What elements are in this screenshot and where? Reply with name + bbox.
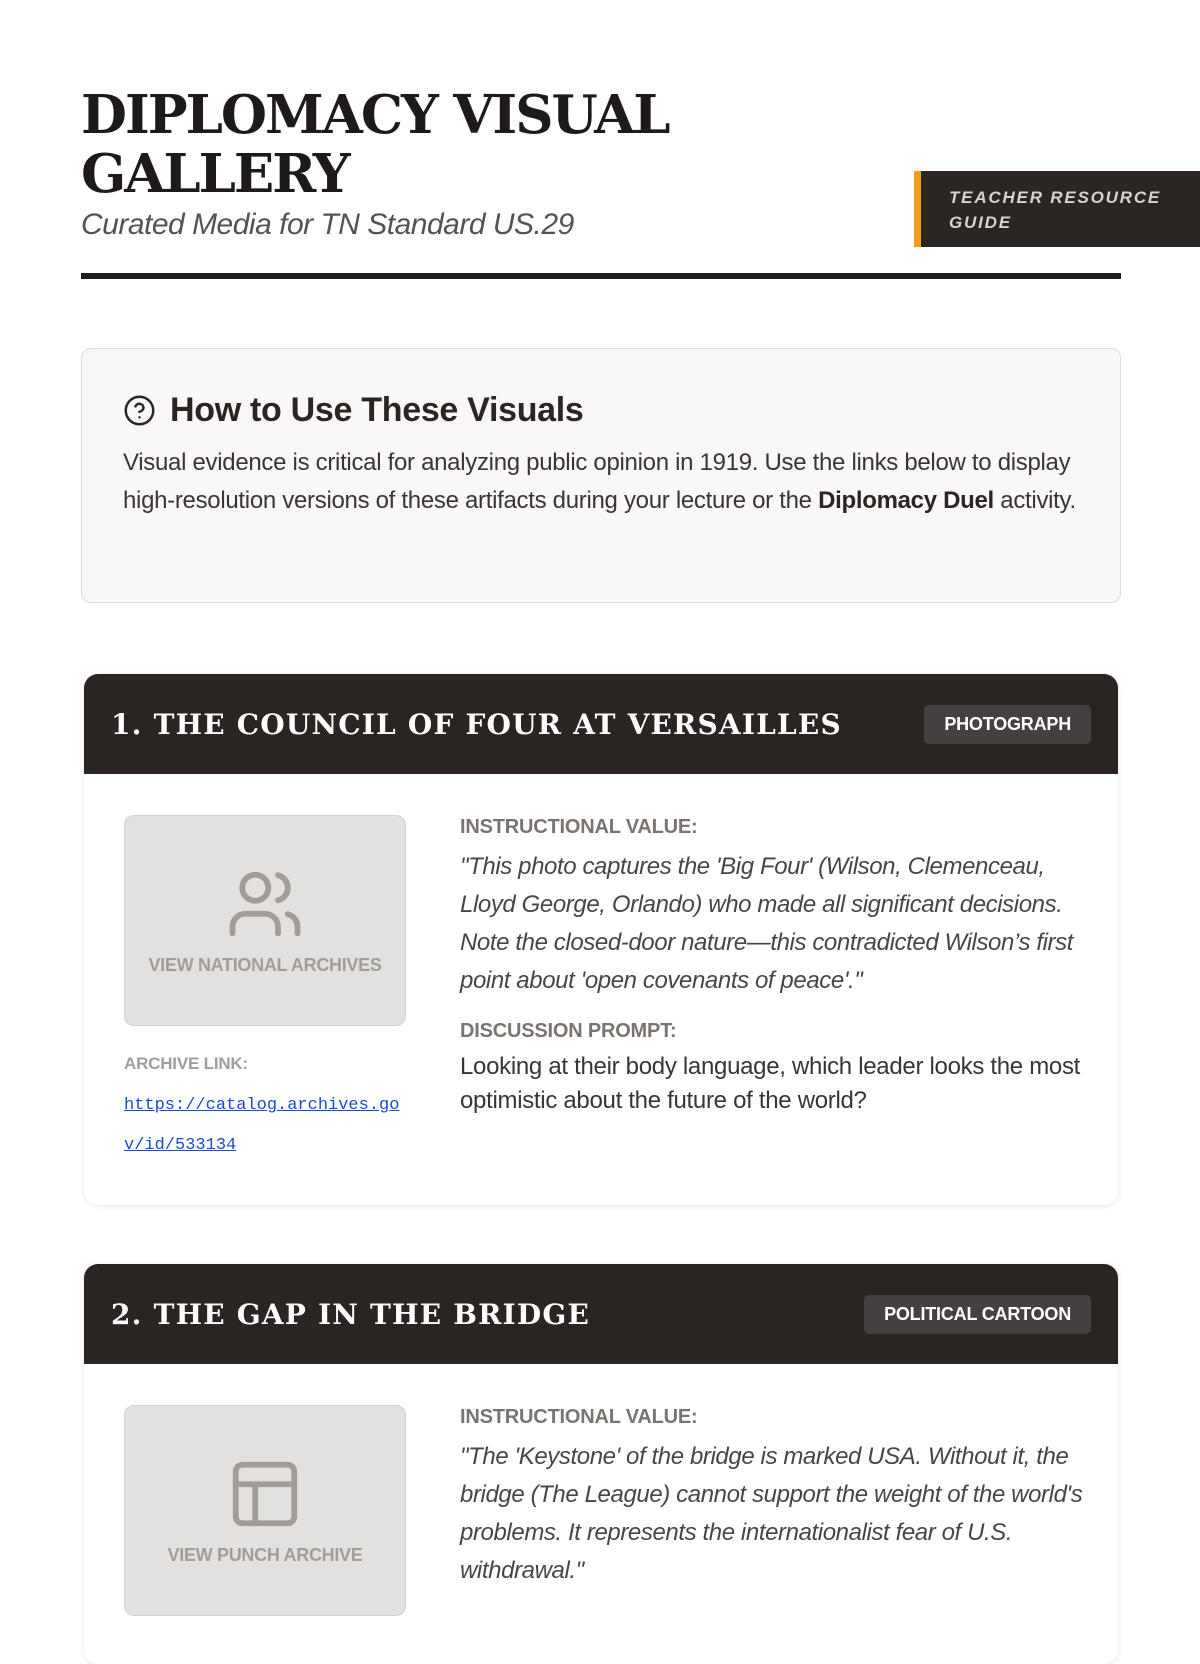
card-info (460, 1406, 1085, 1590)
archive-link[interactable]: https://catalog.archives.gov/id/533134 (124, 1096, 400, 1155)
card-info (460, 816, 1085, 1118)
how-to-use-box (81, 348, 1121, 603)
view-national-archives-thumbnail[interactable] (124, 815, 406, 1026)
media-type-badge: POLITICAL CARTOON (864, 1295, 1091, 1334)
thumbnail-label: VIEW PUNCH ARCHIVE (167, 1545, 363, 1565)
header-divider (81, 273, 1121, 279)
instructional-value-label: INSTRUCTIONAL VALUE: (460, 1406, 698, 1428)
media-card-council-of-four (84, 674, 1118, 1205)
how-to-use-title: How to Use These Visuals (170, 391, 584, 429)
discussion-prompt-text: Looking at their body language, which leader looks the most optimistic about the future of the world? (460, 1053, 1081, 1114)
how-to-use-text (123, 444, 1080, 520)
how-to-use-text-part: Visual evidence is critical for analyzing public opinion in 1919. Use the links below to display high-resolution versions of these artifacts during your lecture or the (123, 449, 1071, 514)
teacher-resource-badge: TEACHER RESOURCE GUIDE (914, 171, 1200, 247)
thumbnail-label: VIEW NATIONAL ARCHIVES (148, 955, 382, 975)
how-to-use-text-end: activity. (993, 487, 1076, 514)
view-punch-archive-thumbnail[interactable] (124, 1405, 406, 1616)
card-title: 2. THE GAP IN THE BRIDGE (111, 1297, 590, 1331)
archive-link-label: ARCHIVE LINK: (124, 1054, 248, 1073)
card-title: 1. THE COUNCIL OF FOUR AT VERSAILLES (111, 707, 842, 741)
discussion-prompt-label: DISCUSSION PROMPT: (460, 1020, 677, 1042)
page-title: DIPLOMACY VISUAL GALLERY (81, 84, 669, 205)
instructional-value-text: "The 'Keystone' of the bridge is marked USA. Without it, the bridge (The League) cannot support the weight of the world's problems. It represents the internationalist fear of U.S. withdrawal." (460, 1443, 1083, 1584)
page-header (81, 84, 1162, 242)
card-header (84, 674, 1118, 774)
diplomacy-duel-emphasis: Diplomacy Duel (818, 487, 994, 514)
how-to-use-header (123, 391, 1080, 430)
card-header (84, 1264, 1118, 1364)
users-icon (226, 865, 304, 943)
instructional-value-text: "This photo captures the 'Big Four' (Wilson, Clemenceau, Lloyd George, Orlando) who made all significant decisions. Note the closed-door nature—this contradicted Wilson’s first point about 'open covenants of peace'." (460, 853, 1073, 994)
page-subtitle: Curated Media for TN Standard US.29 (81, 208, 574, 241)
media-card-gap-in-bridge (84, 1264, 1118, 1664)
media-type-badge: PHOTOGRAPH (924, 705, 1091, 744)
instructional-value-label: INSTRUCTIONAL VALUE: (460, 816, 698, 838)
layout-icon (226, 1455, 304, 1533)
question-circle-icon (123, 394, 156, 427)
